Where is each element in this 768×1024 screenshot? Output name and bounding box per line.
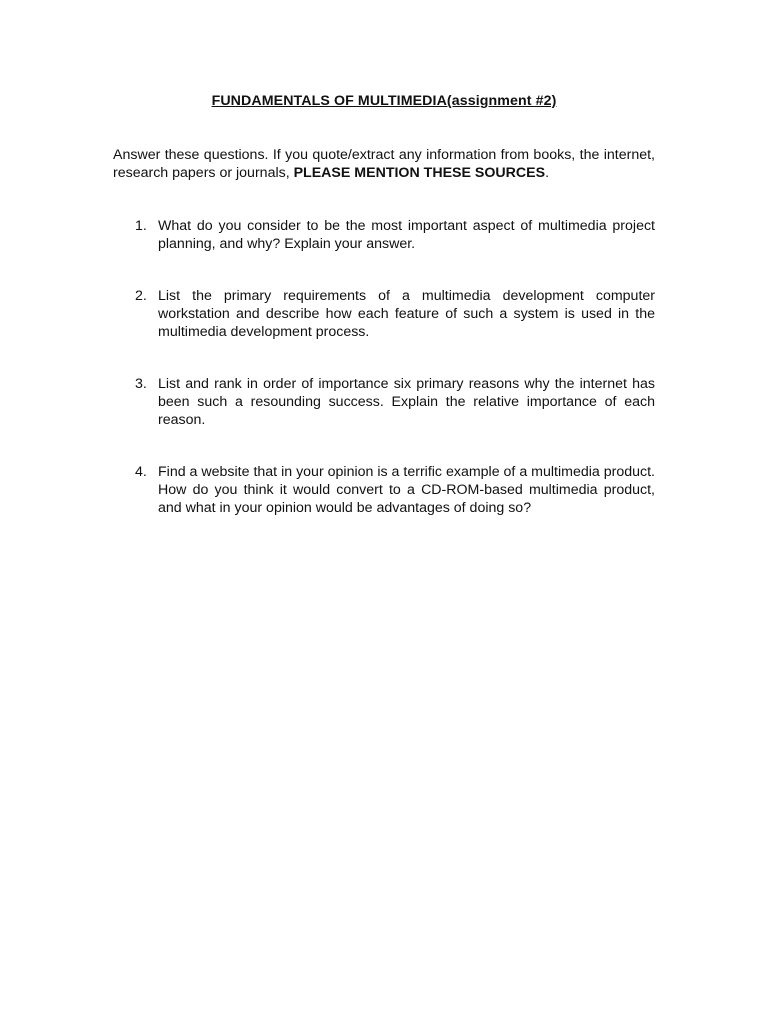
question-list xyxy=(113,217,655,517)
intro-paragraph xyxy=(113,146,655,182)
question-item xyxy=(113,375,655,429)
intro-end: . xyxy=(545,165,550,181)
question-number: 2. xyxy=(135,288,147,304)
question-number: 4. xyxy=(135,464,147,480)
document-title: FUNDAMENTALS OF MULTIMEDIA(assignment #2) xyxy=(211,93,557,109)
question-item xyxy=(113,463,655,517)
question-text: List and rank in order of importance six primary reasons why the internet has been such a resounding success. Explain the relative importance of each reason. xyxy=(158,376,655,428)
question-item xyxy=(113,287,655,341)
question-text: What do you consider to be the most important aspect of multimedia project planning, and why? Explain your answer. xyxy=(158,218,655,252)
question-item xyxy=(113,217,655,253)
question-text: Find a website that in your opinion is a terrific example of a multimedia product. How do you think it would convert to a CD-ROM-based multimedia product, and what in your opinion would be advantages of doing so? xyxy=(158,464,655,516)
question-number: 1. xyxy=(135,218,147,234)
question-number: 3. xyxy=(135,376,147,392)
question-text: List the primary requirements of a multimedia development computer workstation and describe how each feature of such a system is used in the multimedia development process. xyxy=(158,288,655,340)
intro-emphasis: PLEASE MENTION THESE SOURCES xyxy=(293,165,546,181)
intro-text: Answer these questions. If you quote/extract any information from books, the internet, research papers or journals, xyxy=(113,147,655,181)
